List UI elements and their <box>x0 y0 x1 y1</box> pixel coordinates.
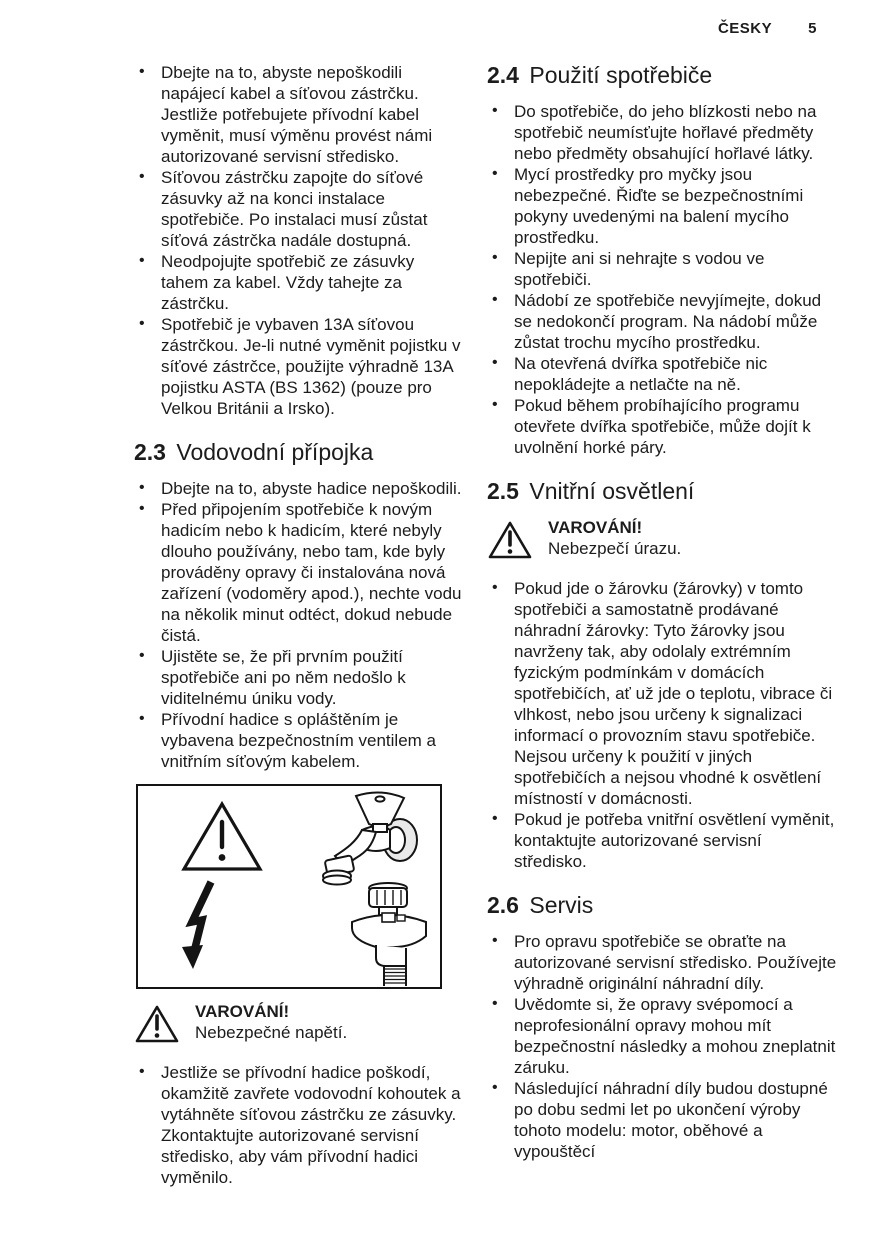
bullet-item: • Spotřebič je vybaven 13A síťovou zástrčkou. Je-li nutné vyměnit pojistku v síťové zástrčce, použijte výhradně 13A pojistku ASTA (BS 1362) (pouze pro Velkou Británii a Irsko). <box>134 314 464 419</box>
bullet-item: • Pro opravu spotřebiče se obraťte na autorizované servisní středisko. Používejte výhradně originální náhradní díly. <box>487 931 837 994</box>
water-tap-icon <box>323 792 417 884</box>
section-number: 2.3 <box>134 439 166 465</box>
warning-block-voltage <box>134 1001 464 1050</box>
internal-light-list <box>487 578 837 872</box>
bullet-item: • Pokud jde o žárovku (žárovky) v tomto spotřebiči a samostatně prodávané náhradní žárovky: Tyto žárovky jsou navrženy tak, aby odolaly extrémním fyzickým podmínkám v domácích spotřebičích, ať už jde o teplotu, vibrace či vlhkost, nebo jsou určeny k signalizaci informací o provozním stavu spotřebiče. Nejsou určeny k použití v jiných spotřebičích a nejsou vhodné k osvětlení místností v domácnosti. <box>487 578 837 809</box>
bullet-item: • Síťovou zástrčku zapojte do síťové zásuvky až na konci instalace spotřebiče. Po instalaci musí zůstat síťová zástrčka nadále dostupná. <box>134 167 464 251</box>
section-number: 2.6 <box>487 892 519 918</box>
warning-content <box>195 1001 347 1043</box>
warning-triangle-icon <box>184 804 260 869</box>
high-voltage-icon <box>182 882 211 969</box>
warning-text: Nebezpečí úrazu. <box>548 539 682 558</box>
section-title: Použití spotřebiče <box>529 62 713 88</box>
bullet-item: • Do spotřebiče, do jeho blízkosti nebo na spotřebič neumísťujte hořlavé předměty nebo předměty obsahující hořlavé látky. <box>487 101 837 164</box>
warning-title: VAROVÁNÍ! <box>548 518 643 537</box>
appliance-use-list <box>487 101 837 458</box>
warning-title: VAROVÁNÍ! <box>195 1002 290 1021</box>
page-header <box>718 20 817 37</box>
bullet-item: • Na otevřená dvířka spotřebiče nic nepokládejte a netlačte na ně. <box>487 353 837 395</box>
section-title: Vodovodní přípojka <box>176 439 374 465</box>
warning-triangle-icon <box>487 517 533 566</box>
left-column <box>134 62 464 1188</box>
section-number: 2.5 <box>487 478 519 504</box>
section-title: Servis <box>529 892 594 918</box>
service-list <box>487 931 837 1162</box>
bullet-item: • Pokud během probíhajícího programu otevřete dvířka spotřebiče, může dojít k uvolnění horké páry. <box>487 395 837 458</box>
section-heading-2-5 <box>487 478 837 505</box>
water-connection-list <box>134 478 464 772</box>
page-number: 5 <box>808 20 817 37</box>
warning-text: Nebezpečné napětí. <box>195 1023 348 1042</box>
section-heading-2-3 <box>134 439 464 466</box>
warning-triangle-icon <box>134 1001 180 1050</box>
language-label: ČESKY <box>717 20 773 37</box>
bullet-item: • Následující náhradní díly budou dostupné po dobu sedmi let po ukončení výroby tohoto modelu: motor, oběhové a vypouštěcí <box>487 1078 837 1162</box>
inlet-hose-icon <box>352 883 426 986</box>
bullet-item: • Neodpojujte spotřebič ze zásuvky tahem za kabel. Vždy tahejte za zástrčku. <box>134 251 464 314</box>
bullet-item: • Před připojením spotřebiče k novým hadicím nebo k hadicím, které nebyly dlouho používány, nebo tam, kde byly prováděny opravy či instalována nová zařízení (vodoměry apod.), nechte vodu na několik minut odtéct, dokud nebude čistá. <box>134 499 464 646</box>
section-number: 2.4 <box>487 62 519 88</box>
bullet-item: • Uvědomte si, že opravy svépomocí a neprofesionální opravy mohou mít bezpečnostní následky a mohou zneplatnit záruku. <box>487 994 837 1078</box>
section-heading-2-4 <box>487 62 837 89</box>
bullet-item: • Ujistěte se, že při prvním použití spotřebiče ani po něm nedošlo k viditelnému úniku vody. <box>134 646 464 709</box>
bullet-item: • Mycí prostředky pro myčky jsou nebezpečné. Řiďte se bezpečnostními pokyny uvedenými na balení mycího prostředku. <box>487 164 837 248</box>
safety-illustration <box>136 784 442 989</box>
bullet-item: • Nádobí ze spotřebiče nevyjímejte, dokud se nedokončí program. Na nádobí může zůstat trochu mycího prostředku. <box>487 290 837 353</box>
safety-illustration-svg <box>138 786 440 987</box>
bullet-item: • Přívodní hadice s opláštěním je vybavena bezpečnostním ventilem a vnitřním síťovým kabelem. <box>134 709 464 772</box>
warning-block-injury <box>487 517 837 566</box>
right-column <box>487 62 837 1162</box>
bullet-item: • Jestliže se přívodní hadice poškodí, okamžitě zavřete vodovodní kohoutek a vytáhněte síťovou zástrčku ze zásuvky. Zkontaktujte autorizované servisní středisko, aby vám přívodní hadici vyměnilo. <box>134 1062 464 1188</box>
electrical-safety-list <box>134 62 464 419</box>
warning-content <box>548 517 681 559</box>
section-title: Vnitřní osvětlení <box>529 478 695 504</box>
bullet-item: • Dbejte na to, abyste nepoškodili napájecí kabel a síťovou zástrčku. Jestliže potřebujete přívodní kabel vyměnit, musí výměnu provést námi autorizované servisní středisko. <box>134 62 464 167</box>
bullet-item: • Dbejte na to, abyste hadice nepoškodili. <box>134 478 464 499</box>
section-heading-2-6 <box>487 892 837 919</box>
bullet-item: • Nepijte ani si nehrajte s vodou ve spotřebiči. <box>487 248 837 290</box>
hose-damage-list <box>134 1062 464 1188</box>
bullet-item: • Pokud je potřeba vnitřní osvětlení vyměnit, kontaktujte autorizované servisní středisko. <box>487 809 837 872</box>
